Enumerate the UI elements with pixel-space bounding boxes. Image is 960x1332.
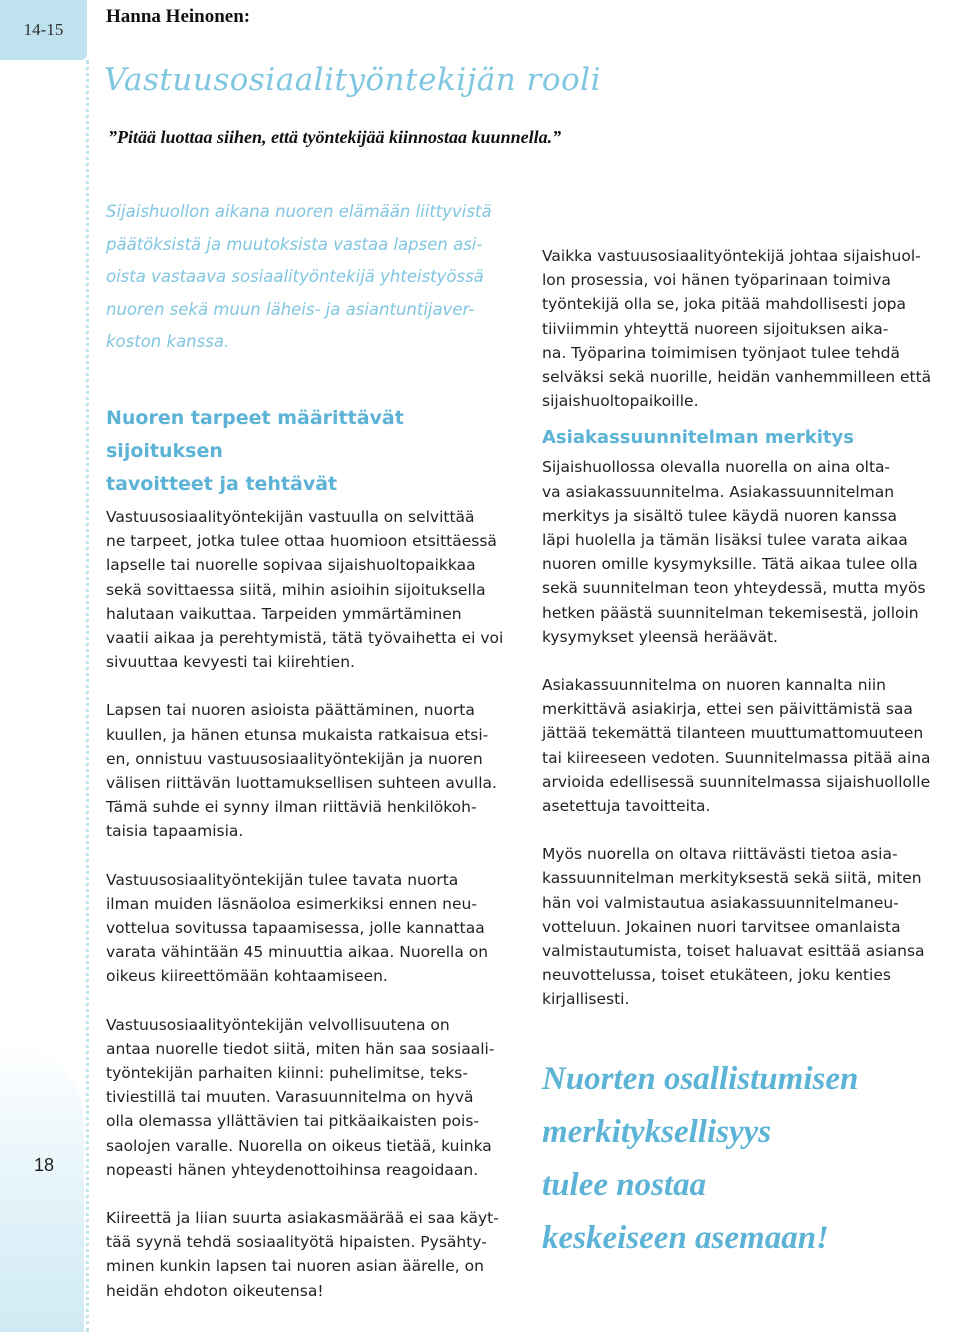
text-line: tiiviimmin yhteyttä nuoreen sijoituksen aika- (542, 319, 889, 338)
page-range-tab (0, 0, 87, 60)
margin-decoration (0, 1040, 84, 1332)
paragraph (542, 842, 960, 1011)
text-line: lon prosessia, voi hänen työparinaan toimiva (542, 271, 891, 290)
text-line: hetken päästä suunnitelman tekemisestä, jolloin (542, 603, 919, 622)
heading-line: tavoitteet ja tehtävät (106, 473, 338, 495)
text-line: Lapsen tai nuoren asioista päättäminen, nuorta (106, 701, 475, 720)
text-line: arvioida edellisessä suunnitelmassa sijaishuollolle (542, 772, 931, 791)
text-line: antaa nuorelle tiedot siitä, miten hän saa sosiaali- (106, 1039, 495, 1058)
text-line: sekä sovittaessa siitä, mihin asioihin sijoituksella (106, 580, 486, 599)
text-line: merkittävä asiakirja, ettei sen päivittämistä saa (542, 700, 913, 719)
text-line: minen kunkin lapsen tai nuoren asian äärelle, on (106, 1257, 484, 1276)
text-line: Myös nuorella on oltava riittävästi tietoa asia- (542, 845, 898, 864)
text-line: taisia tapaamisia. (106, 822, 244, 841)
text-line: Vastuusosiaalityöntekijän vastuulla on selvittää (106, 508, 475, 526)
intro-line: päätöksistä ja muutoksista vastaa lapsen asi- (106, 234, 483, 254)
text-line: tää syynä tehdä sosiaalityötä hipaisten. Pysähty- (106, 1233, 487, 1252)
text-line: olla olemassa yllättävien tai pitkäaikaisten pois- (106, 1112, 480, 1131)
page-number: 18 (33, 1155, 55, 1175)
text-line: va asiakassuunnitelma. Asiakassuunnitelman (542, 482, 895, 501)
text-line: valmistautumista, toiset haluavat esittää asiansa (542, 942, 925, 961)
text-line: ne tarpeet, jotka tulee ottaa huomioon etsittäessä (106, 532, 497, 551)
closing-line: merkityksellisyys (542, 1114, 772, 1150)
paragraph (106, 1206, 526, 1303)
text-line: ilman muiden läsnäoloa esimerkiksi ennen neu- (106, 894, 477, 913)
text-line: votteluun. Jokainen nuori tarvitsee omanlaista (542, 917, 901, 936)
text-line: en, onnistuu vastuusosiaalityöntekijän ja nuoren (106, 749, 483, 768)
heading-line: Nuoren tarpeet määrittävät sijoituksen (106, 407, 404, 462)
text-line: sekä suunnitelman teon yhteydessä, mutta myös (542, 579, 926, 598)
text-line: oikeus kiireettömään kohtaamiseen. (106, 967, 388, 986)
paragraph (106, 505, 526, 674)
closing-statement (542, 1053, 942, 1265)
text-line: kassuunnitelman merkityksestä sekä siitä, miten (542, 869, 922, 888)
text-line: vottelua sovitussa tapaamisessa, jolle kannattaa (106, 919, 485, 938)
text-line: työntekijä olla se, joka pitää mahdollisesti jopa (542, 295, 907, 314)
text-line: tiviestillä tai muuten. Varasuunnitelma on hyvä (106, 1088, 474, 1107)
paragraph (542, 455, 960, 649)
text-line: Tämä suhde ei synny ilman riittäviä henkilökoh- (106, 798, 477, 817)
text-line: heidän ehdoton oikeutensa! (106, 1281, 324, 1300)
text-line: tai kiireeseen vedoten. Suunnitelmassa pitää aina (542, 748, 931, 767)
text-line: Sijaishuollossa olevalla nuorella on aina olta- (542, 458, 891, 477)
text-line: saolojen varalle. Nuorella on oikeus tietää, kuinka (106, 1136, 492, 1155)
pull-quote: ”Pitää luottaa siihen, että työntekijää kiinnostaa kuunnella.” (108, 127, 562, 147)
text-line: merkitys ja sisältö tulee käydä nuoren kanssa (542, 506, 897, 525)
text-line: Vastuusosiaalityöntekijän tulee tavata nuorta (106, 870, 459, 889)
intro-line: koston kanssa. (106, 332, 230, 352)
text-line: Vaikka vastuusosiaalityöntekijä johtaa sijaishuol- (542, 247, 921, 265)
intro-text (106, 196, 526, 359)
text-line: Vastuusosiaalityöntekijän velvollisuutena on (106, 1015, 450, 1034)
paragraph (106, 698, 526, 843)
text-line: selväksi sekä nuorille, heidän vanhemmilleen että (542, 368, 932, 387)
text-line: sijaishuoltopaikoille. (542, 392, 699, 411)
text-line: kuullen, ja hänen etunsa mukaista ratkaisua etsi- (106, 725, 489, 744)
right-column (542, 244, 960, 1012)
paragraph (542, 244, 960, 413)
section-heading-plan: Asiakassuunnitelman merkitys (542, 427, 854, 449)
text-line: halutaan vaikuttaa. Tarpeiden ymmärtäminen (106, 604, 462, 623)
closing-line: Nuorten osallistumisen (542, 1061, 859, 1097)
text-line: työntekijän parhaiten kiinni: puhelimitse, teks- (106, 1064, 468, 1083)
text-line: kysymykset yleensä heräävät. (542, 627, 778, 646)
text-line: Kiireettä ja liian suurta asiakasmäärää ei saa käyt- (106, 1209, 499, 1228)
text-line: Asiakassuunnitelma on nuoren kannalta niin (542, 676, 886, 695)
text-line: nopeasti hänen yhteydenottoihinsa reagoidaan. (106, 1160, 479, 1179)
text-line: nuoren omille kysymyksille. Tätä aikaa tulee olla (542, 555, 918, 574)
paragraph (106, 1013, 526, 1182)
text-line: vaatii aikaa ja perehtymistä, tätä työvaihetta ei voi (106, 629, 504, 648)
intro-line: nuoren sekä muun läheis- ja asiantuntijaver- (106, 299, 475, 319)
intro-line: Sijaishuollon aikana nuoren elämään liittyvistä (106, 202, 492, 221)
dotted-divider (86, 60, 89, 1332)
intro-line: oista vastaava sosiaalityöntekijä yhteistyössä (106, 267, 484, 287)
text-line: asetettuja tavoitteita. (542, 797, 711, 816)
text-line: neuvottelussa, toiset etukäteen, joku kenties (542, 966, 891, 985)
text-line: hän voi valmistautua asiakassuunnitelmaneu- (542, 893, 899, 912)
text-line: varata vähintään 45 minuuttia aikaa. Nuorella on (106, 943, 489, 962)
text-line: lapselle tai nuorelle sopivaa sijaishuoltopaikkaa (106, 556, 476, 575)
closing-line: tulee nostaa (542, 1167, 707, 1203)
paragraph (106, 868, 526, 989)
text-line: läpi huolella ja tämän lisäksi tulee varata aikaa (542, 531, 908, 550)
text-line: välisen riittävän luottamuksellisen suhteen avulla. (106, 774, 497, 793)
text-line: sivuuttaa kevyesti tai kiirehtien. (106, 653, 355, 672)
left-column (106, 402, 526, 1303)
author-name: Hanna Heinonen: (106, 6, 251, 27)
page-range: 14-15 (23, 20, 64, 39)
paragraph (542, 673, 960, 818)
article-title: Vastuusosiaalityöntekijän rooli (104, 62, 601, 98)
text-line: na. Työparina toimimisen työnjaot tulee tehdä (542, 343, 901, 362)
closing-line: keskeiseen asemaan! (542, 1220, 829, 1256)
text-line: kirjallisesti. (542, 990, 630, 1009)
text-line: jättää tekemättä tilanteen muuttumattomuuteen (542, 724, 924, 743)
section-heading-needs (106, 402, 526, 501)
